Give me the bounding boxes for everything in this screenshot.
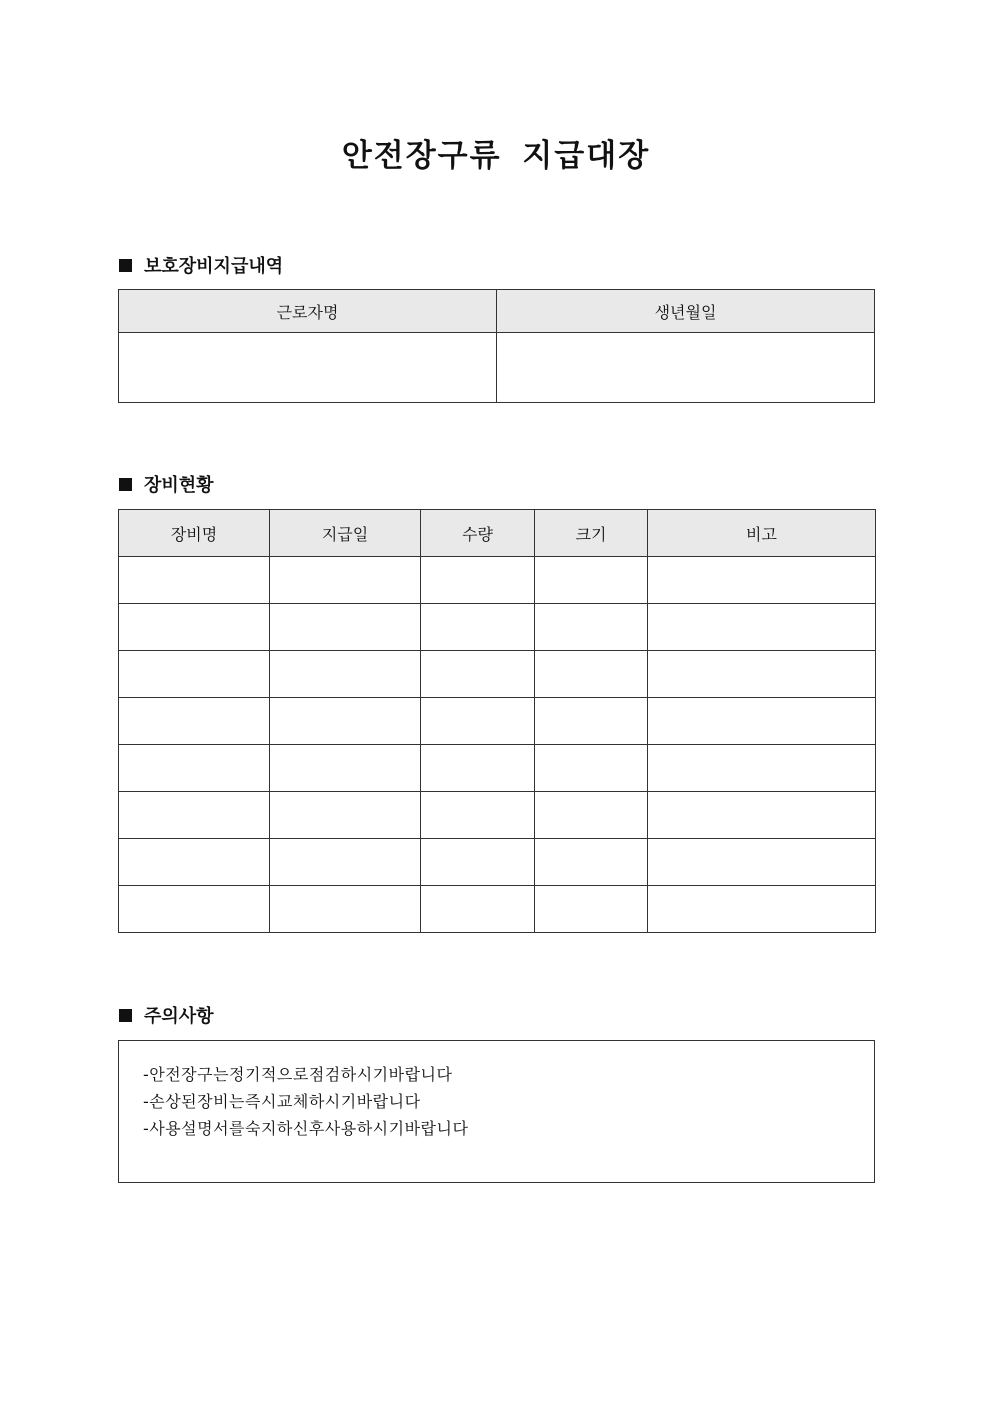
precaution-item: -손상된장비는즉시교체하시기바랍니다 [143, 1092, 421, 1111]
remarks-cell[interactable] [648, 839, 876, 886]
column-header-equipment-name: 장비명 [119, 510, 270, 557]
quantity-cell[interactable] [421, 698, 535, 745]
square-bullet-icon [119, 259, 132, 272]
issue-date-cell[interactable] [270, 698, 421, 745]
size-cell[interactable] [535, 698, 648, 745]
section-heading-label: 장비현황 [144, 475, 214, 496]
quantity-cell[interactable] [421, 886, 535, 933]
issue-date-cell[interactable] [270, 839, 421, 886]
table-row [119, 839, 876, 886]
size-cell[interactable] [535, 745, 648, 792]
column-header-issue-date: 지급일 [270, 510, 421, 557]
size-cell[interactable] [535, 886, 648, 933]
section-heading-label: 주의사항 [144, 1006, 214, 1027]
size-cell[interactable] [535, 792, 648, 839]
precaution-item: -안전장구는정기적으로점검하시기바랍니다 [143, 1065, 453, 1084]
equipment-table-body [119, 557, 876, 933]
table-row [119, 604, 876, 651]
table-row [119, 886, 876, 933]
worker-info-table [118, 289, 875, 403]
issue-date-cell[interactable] [270, 651, 421, 698]
remarks-cell[interactable] [648, 698, 876, 745]
worker-name-cell[interactable] [119, 333, 497, 403]
table-header-row [119, 510, 876, 557]
size-cell[interactable] [535, 651, 648, 698]
quantity-cell[interactable] [421, 745, 535, 792]
equipment-name-cell[interactable] [119, 839, 270, 886]
issue-date-cell[interactable] [270, 604, 421, 651]
quantity-cell[interactable] [421, 604, 535, 651]
issue-date-cell[interactable] [270, 792, 421, 839]
square-bullet-icon [119, 1009, 132, 1022]
remarks-cell[interactable] [648, 604, 876, 651]
issue-date-cell[interactable] [270, 886, 421, 933]
issue-date-cell[interactable] [270, 745, 421, 792]
table-row [119, 557, 876, 604]
size-cell[interactable] [535, 839, 648, 886]
table-row [119, 745, 876, 792]
column-header-quantity: 수량 [421, 510, 535, 557]
table-row [119, 698, 876, 745]
equipment-name-cell[interactable] [119, 604, 270, 651]
precaution-item: -사용설명서를숙지하신후사용하시기바랍니다 [143, 1119, 469, 1138]
equipment-name-cell[interactable] [119, 698, 270, 745]
column-header-worker-name: 근로자명 [119, 290, 497, 333]
remarks-cell[interactable] [648, 886, 876, 933]
remarks-cell[interactable] [648, 651, 876, 698]
table-row [119, 333, 875, 403]
table-row [119, 792, 876, 839]
equipment-table [118, 509, 876, 933]
equipment-name-cell[interactable] [119, 651, 270, 698]
table-row [119, 651, 876, 698]
quantity-cell[interactable] [421, 792, 535, 839]
remarks-cell[interactable] [648, 557, 876, 604]
birthdate-cell[interactable] [497, 333, 875, 403]
remarks-cell[interactable] [648, 792, 876, 839]
precautions-box [118, 1040, 875, 1183]
section-heading-equipment [119, 472, 214, 496]
section-heading-protection [119, 253, 283, 277]
section-heading-precautions [119, 1003, 214, 1027]
section-heading-label: 보호장비지급내역 [144, 256, 284, 277]
equipment-name-cell[interactable] [119, 792, 270, 839]
size-cell[interactable] [535, 557, 648, 604]
page-title: 안전장구류 지급대장 [341, 138, 651, 174]
quantity-cell[interactable] [421, 651, 535, 698]
remarks-cell[interactable] [648, 745, 876, 792]
table-header-row [119, 290, 875, 333]
equipment-name-cell[interactable] [119, 745, 270, 792]
column-header-remarks: 비고 [648, 510, 876, 557]
issue-date-cell[interactable] [270, 557, 421, 604]
equipment-name-cell[interactable] [119, 557, 270, 604]
quantity-cell[interactable] [421, 839, 535, 886]
equipment-name-cell[interactable] [119, 886, 270, 933]
column-header-size: 크기 [535, 510, 648, 557]
square-bullet-icon [119, 478, 132, 491]
precautions-list [119, 1041, 874, 1142]
column-header-birthdate: 생년월일 [497, 290, 875, 333]
size-cell[interactable] [535, 604, 648, 651]
quantity-cell[interactable] [421, 557, 535, 604]
